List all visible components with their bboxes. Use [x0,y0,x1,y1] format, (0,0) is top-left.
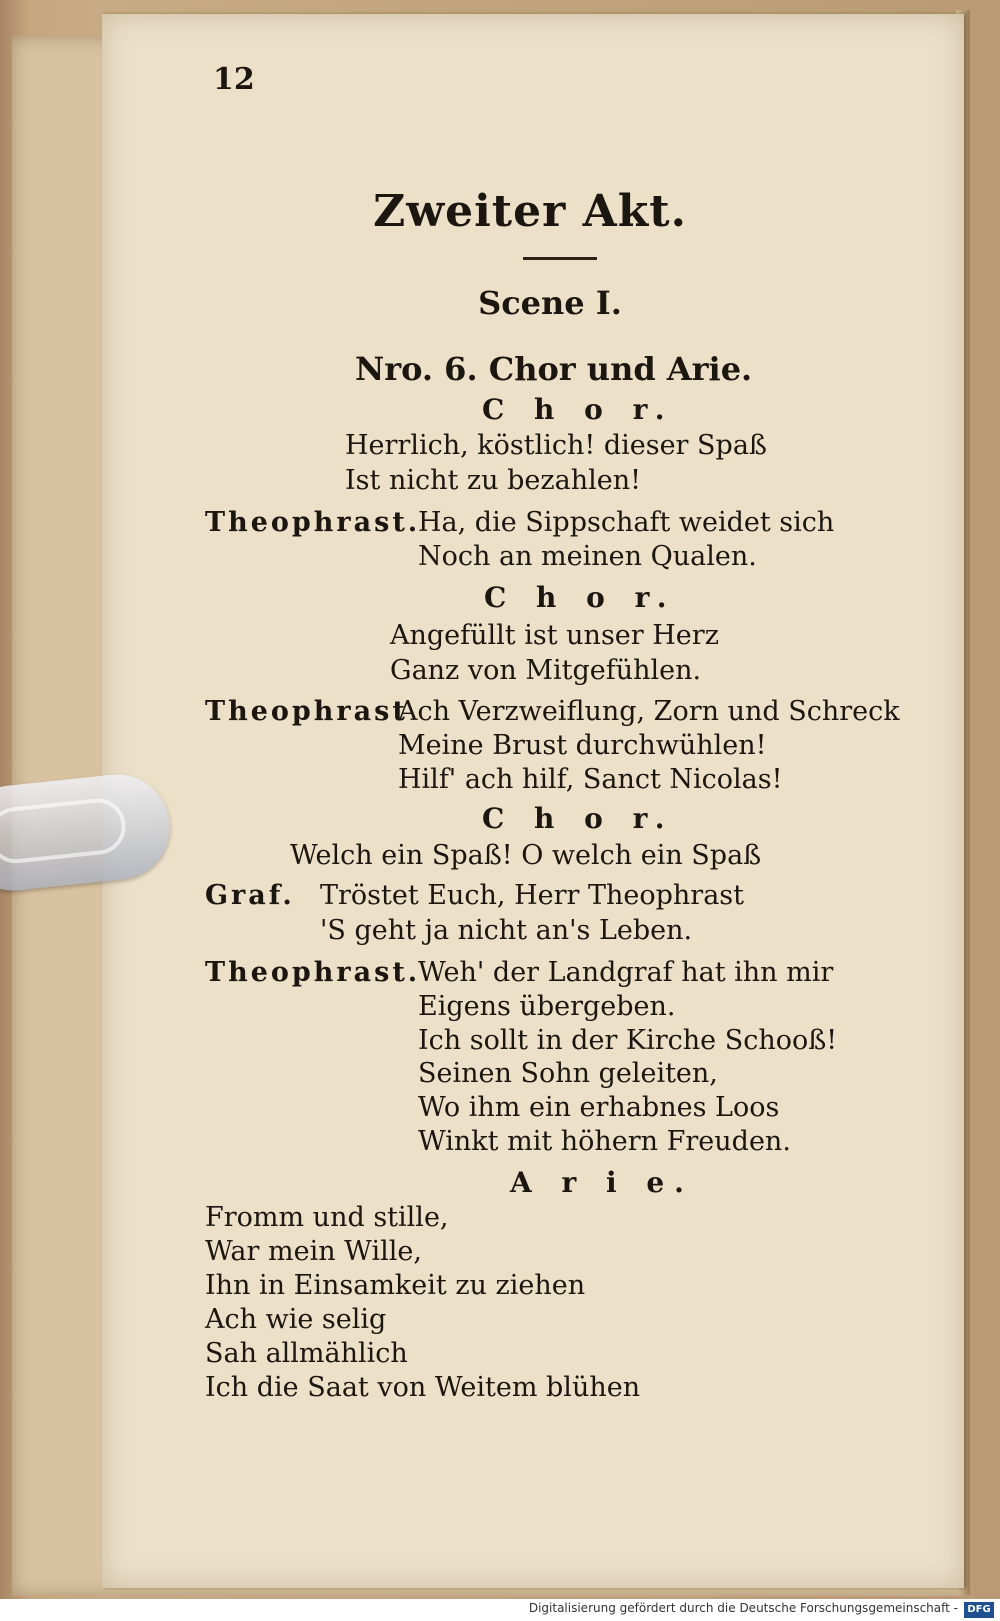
verse-line: Ach Verzweiflung, Zorn und Schreck [398,696,900,727]
speaker-name: Theophrast. [205,957,421,988]
verse-line: Ganz von Mitgefühlen. [390,655,702,686]
number-title: Nro. 6. Chor und Arie. [355,350,753,388]
verse-line: Hilf' ach hilf, Sanct Nicolas! [398,764,783,795]
title-rule [523,257,597,260]
verse-line: Ich die Saat von Weitem blühen [205,1372,641,1403]
page-number: 12 [213,62,255,97]
arie-heading: A r i e. [510,1166,694,1199]
verse-line: Sah allmählich [205,1338,408,1369]
chor-heading: C h o r. [482,393,675,426]
chor-heading: C h o r. [484,581,677,614]
speaker-name: Graf. [205,880,295,911]
verse-line: Ist nicht zu bezahlen! [345,465,641,496]
footer-credit: Digitalisierung gefördert durch die Deutsche Forschungsgemeinschaft - [528,1601,958,1615]
verse-line: Ich sollt in der Kirche Schooß! [418,1025,838,1056]
verse-line: Herrlich, köstlich! dieser Spaß [345,430,767,461]
verse-line: Meine Brust durchwühlen! [398,730,767,761]
verse-line: 'S geht ja nicht an's Leben. [320,915,693,946]
speaker-name: Theophrast. [205,507,421,538]
verse-line: Wo ihm ein erhabnes Loos [418,1092,780,1123]
scene-title: Scene I. [478,284,622,322]
chor-heading: C h o r. [482,802,675,835]
verse-line: Ach wie selig [205,1304,387,1335]
verse-line: Weh' der Landgraf hat ihn mir [418,957,834,988]
verse-line: Noch an meinen Qualen. [418,541,757,572]
verse-line: Tröstet Euch, Herr Theophrast [320,880,744,911]
verse-line: Ihn in Einsamkeit zu ziehen [205,1270,586,1301]
speaker-name: Theophrast [205,696,408,727]
dfg-logo: DFG [964,1602,994,1618]
verse-line: Angefüllt ist unser Herz [390,620,719,651]
verse-line: Eigens übergeben. [418,991,676,1022]
digitization-footer [0,1599,1000,1621]
verse-line: Fromm und stille, [205,1202,449,1233]
verse-line: War mein Wille, [205,1236,422,1267]
verse-line: Seinen Sohn geleiten, [418,1058,718,1089]
verse-line: Winkt mit höhern Freuden. [418,1126,791,1157]
act-title: Zweiter Akt. [373,186,687,237]
verse-line: Welch ein Spaß! O welch ein Spaß [290,840,762,871]
verse-line: Ha, die Sippschaft weidet sich [418,507,835,538]
